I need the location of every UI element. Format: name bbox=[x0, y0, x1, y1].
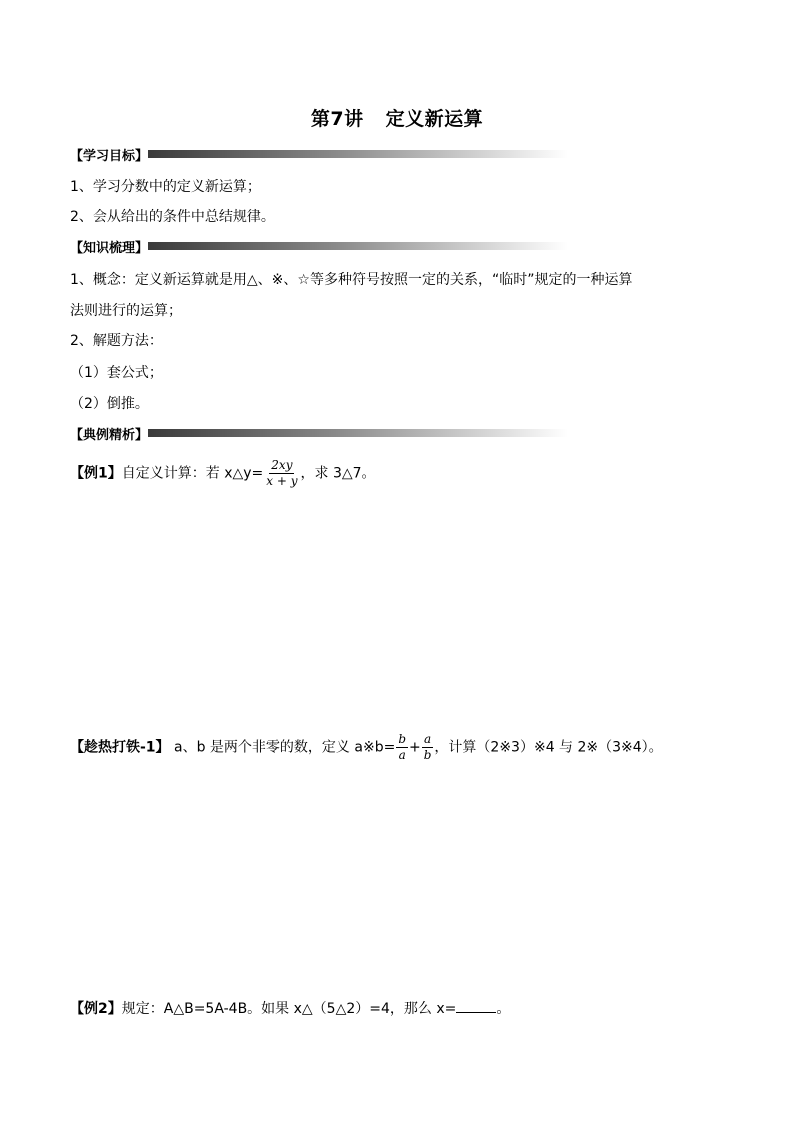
example-text: 。 bbox=[496, 1001, 511, 1017]
answer-blank bbox=[456, 1000, 496, 1013]
example-1 bbox=[70, 458, 376, 489]
practice-text: ，计算（2※3）※4 与 2※（3※4）。 bbox=[434, 739, 663, 756]
example-2 bbox=[70, 998, 510, 1018]
section-divider-bar bbox=[148, 242, 568, 250]
section-label: 【知识梳理】 bbox=[70, 240, 149, 256]
example-text: 规定：A△B=5A-4B。如果 x△（5△2）=4，那么 x= bbox=[121, 1001, 457, 1017]
section-label: 【典例精析】 bbox=[70, 427, 149, 443]
goal-item: 1、学习分数中的定义新运算； bbox=[70, 179, 261, 195]
knowledge-line: 1、概念：定义新运算就是用△、※、☆等多种符号按照一定的关系，“临时”规定的一种运算 bbox=[70, 272, 633, 288]
lecture-topic: 定义新运算 bbox=[385, 108, 484, 130]
section-divider-bar bbox=[148, 429, 568, 437]
fraction-denominator: x + y bbox=[266, 474, 298, 488]
lecture-number: 第7讲 bbox=[310, 108, 364, 130]
plus-sign: + bbox=[409, 739, 421, 756]
section-divider-bar bbox=[148, 150, 568, 158]
practice-label: 【趁热打铁-1】 bbox=[70, 739, 170, 756]
fraction bbox=[396, 732, 408, 763]
fraction-numerator: 2xy bbox=[271, 458, 293, 472]
fraction-denominator: b bbox=[423, 748, 432, 762]
example-label: 【例2】 bbox=[70, 1001, 122, 1017]
page-title bbox=[0, 104, 794, 131]
section-label: 【学习目标】 bbox=[70, 148, 149, 164]
section-header-examples bbox=[70, 423, 568, 443]
example-label: 【例1】 bbox=[70, 465, 122, 482]
knowledge-line: 法则进行的运算； bbox=[70, 303, 182, 319]
section-header-knowledge bbox=[70, 236, 568, 256]
knowledge-line: （2）倒推。 bbox=[70, 396, 149, 412]
practice-1 bbox=[70, 732, 663, 763]
fraction-numerator: a bbox=[424, 732, 432, 746]
fraction bbox=[422, 732, 434, 763]
example-text: 自定义计算：若 x△y= bbox=[121, 465, 264, 482]
fraction-denominator: a bbox=[398, 748, 406, 762]
practice-text: a、b 是两个非零的数，定义 a※b= bbox=[169, 739, 396, 756]
fraction bbox=[264, 458, 299, 489]
knowledge-line: （1）套公式； bbox=[70, 365, 163, 381]
goal-item: 2、会从给出的条件中总结规律。 bbox=[70, 209, 275, 225]
fraction-numerator: b bbox=[398, 732, 406, 746]
knowledge-line: 2、解题方法： bbox=[70, 333, 163, 349]
section-header-goals bbox=[70, 144, 568, 164]
example-text: ，求 3△7。 bbox=[300, 465, 376, 482]
